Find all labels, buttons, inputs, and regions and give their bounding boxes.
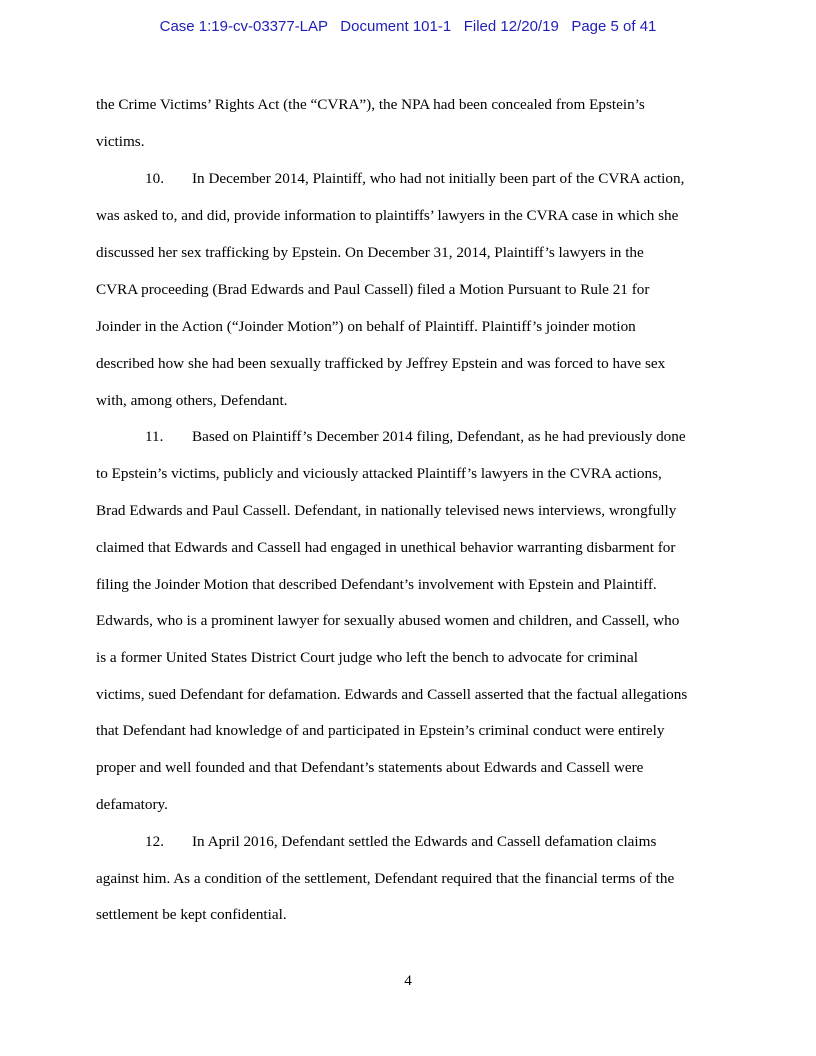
case-header [0, 18, 816, 35]
paragraph-11-line: is a former United States District Court judge who left the bench to advocate for criminal [96, 649, 638, 666]
paragraph-11-line: defamatory. [96, 796, 168, 813]
case-number: Case 1:19-cv-03377-LAP [159, 18, 328, 35]
paragraph-number-10: 10. [145, 170, 164, 187]
paragraph-10-line: with, among others, Defendant. [96, 392, 288, 409]
paragraph-11-line: proper and well founded and that Defendant’s statements about Edwards and Cassell were [96, 759, 644, 776]
paragraph-number-11: 11. [145, 428, 164, 445]
paragraph-10-line: described how she had been sexually trafficked by Jeffrey Epstein and was forced to have sex [96, 355, 666, 372]
paragraph-10-line: Joinder in the Action (“Joinder Motion”) on behalf of Plaintiff. Plaintiff’s joinder motion [96, 318, 636, 335]
paragraph-11-line: that Defendant had knowledge of and participated in Epstein’s criminal conduct were entirely [96, 722, 665, 739]
paragraph-10-line: In December 2014, Plaintiff, who had not initially been part of the CVRA action, [192, 170, 685, 187]
paragraph-12-line: settlement be kept confidential. [96, 906, 287, 923]
document-number: Document 101-1 [340, 18, 452, 35]
page-of-total: Page 5 of 41 [571, 18, 657, 35]
paragraph-11-line: Brad Edwards and Paul Cassell. Defendant, in nationally televised news interviews, wrongfully [96, 502, 677, 519]
paragraph-11-line: filing the Joinder Motion that described Defendant’s involvement with Epstein and Plaintiff. [96, 576, 657, 593]
paragraph-12-line: against him. As a condition of the settlement, Defendant required that the financial terms of the [96, 870, 675, 887]
paragraph-11-line: to Epstein’s victims, publicly and viciously attacked Plaintiff’s lawyers in the CVRA actions, [96, 465, 662, 482]
continuation-line: victims. [96, 133, 145, 150]
paragraph-12-line: In April 2016, Defendant settled the Edwards and Cassell defamation claims [192, 833, 657, 850]
paragraph-number-12: 12. [145, 833, 164, 850]
page-number: 4 [404, 972, 412, 989]
paragraph-10-line: was asked to, and did, provide information to plaintiffs’ lawyers in the CVRA case in which she [96, 207, 679, 224]
paragraph-11-line: Edwards, who is a prominent lawyer for sexually abused women and children, and Cassell, who [96, 612, 680, 629]
continuation-line: the Crime Victims’ Rights Act (the “CVRA”), the NPA had been concealed from Epstein’s [96, 96, 645, 113]
paragraph-10-line: CVRA proceeding (Brad Edwards and Paul Cassell) filed a Motion Pursuant to Rule 21 for [96, 281, 650, 298]
paragraph-10-line: discussed her sex trafficking by Epstein. On December 31, 2014, Plaintiff’s lawyers in the [96, 244, 644, 261]
paragraph-11-line: Based on Plaintiff’s December 2014 filing, Defendant, as he had previously done [192, 428, 686, 445]
paragraph-11-line: victims, sued Defendant for defamation. Edwards and Cassell asserted that the factual allegations [96, 686, 688, 703]
filed-date: Filed 12/20/19 [463, 18, 559, 35]
paragraph-11-line: claimed that Edwards and Cassell had engaged in unethical behavior warranting disbarment for [96, 539, 676, 556]
